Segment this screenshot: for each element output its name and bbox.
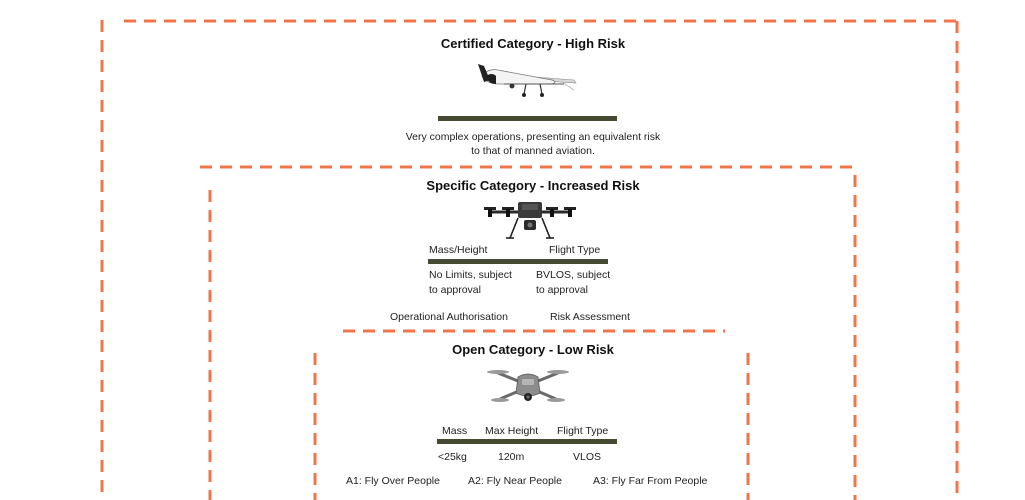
open-subcategory-a2: A2: Fly Near People bbox=[468, 475, 562, 487]
fixed-wing-drone-icon bbox=[474, 62, 584, 102]
specific-category-title: Specific Category - Increased Risk bbox=[426, 178, 640, 193]
certified-description-line1: Very complex operations, presenting an equivalent risk bbox=[405, 131, 661, 143]
open-divider-bar bbox=[437, 439, 617, 444]
open-category-title: Open Category - Low Risk bbox=[452, 342, 614, 357]
specific-header-flight-type: Flight Type bbox=[549, 244, 601, 256]
specific-divider-bar bbox=[428, 259, 608, 264]
open-header-max-height: Max Height bbox=[485, 425, 539, 437]
specific-header-mass-height: Mass/Height bbox=[429, 244, 488, 256]
specific-mass-height-value-line2: to approval bbox=[429, 284, 481, 296]
industrial-quadcopter-icon bbox=[480, 200, 580, 242]
certified-description-line2: to that of manned aviation. bbox=[471, 145, 595, 157]
open-subcategory-a1: A1: Fly Over People bbox=[346, 475, 440, 487]
specific-mass-height-value-line1: No Limits, subject bbox=[429, 269, 512, 281]
open-mass-value: <25kg bbox=[438, 451, 467, 463]
open-flight-type-value: VLOS bbox=[573, 451, 602, 463]
certified-divider-bar bbox=[438, 116, 617, 121]
specific-flight-type-value-line1: BVLOS, subject bbox=[536, 269, 611, 281]
open-max-height-value: 120m bbox=[498, 451, 525, 463]
specific-requirement-operational-authorisation: Operational Authorisation bbox=[390, 311, 508, 323]
consumer-quadcopter-icon bbox=[486, 367, 570, 407]
open-header-mass: Mass bbox=[442, 425, 468, 437]
specific-flight-type-value-line2: to approval bbox=[536, 284, 588, 296]
specific-requirement-risk-assessment: Risk Assessment bbox=[550, 311, 630, 323]
certified-category-title: Certified Category - High Risk bbox=[440, 36, 626, 51]
open-subcategory-a3: A3: Fly Far From People bbox=[593, 475, 708, 487]
open-header-flight-type: Flight Type bbox=[557, 425, 609, 437]
